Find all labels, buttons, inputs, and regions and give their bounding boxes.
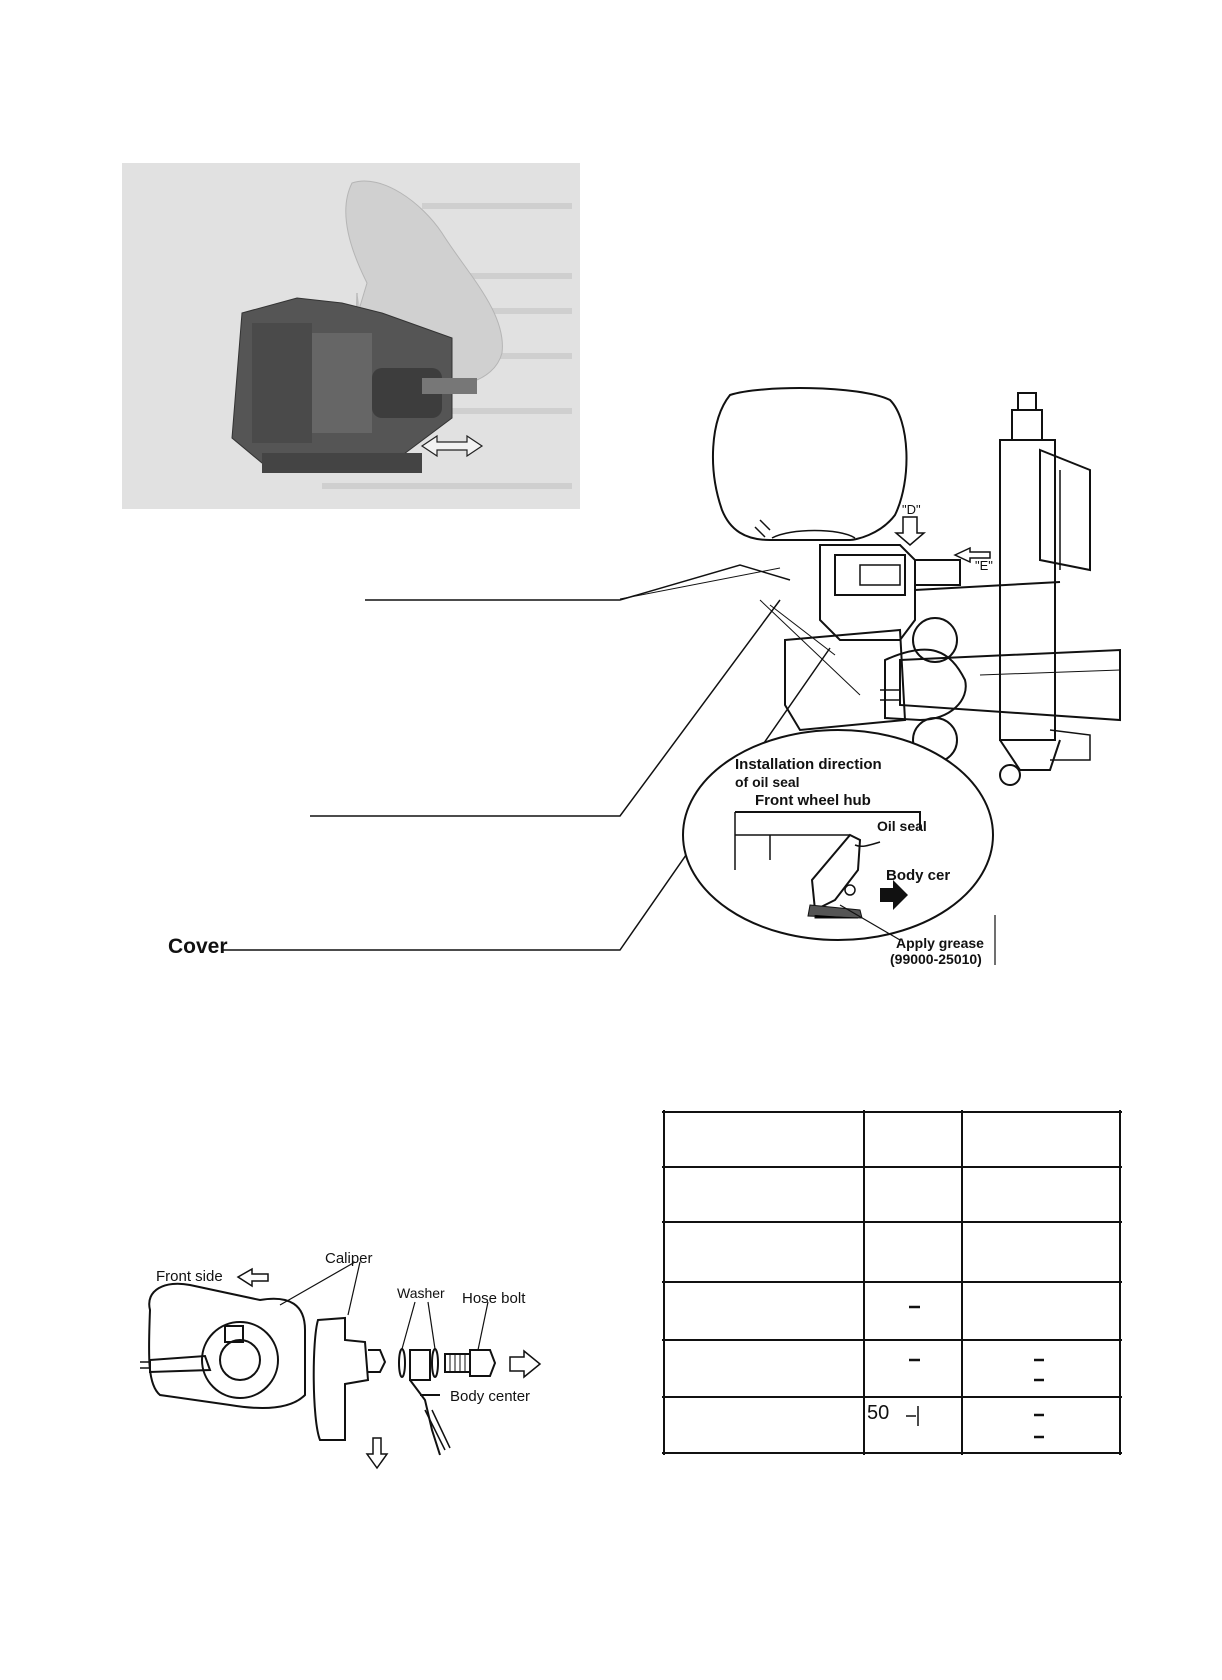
installation-direction-subtitle: of oil seal [735, 774, 800, 790]
body-center-detail-label: Body cer [886, 867, 951, 884]
apply-grease-label: Apply grease [896, 935, 984, 951]
view-d-label: "D" [902, 502, 921, 517]
view-e-label: "E" [975, 558, 993, 573]
installation-direction-title: Installation direction [735, 756, 882, 773]
body-center-label: Body center [450, 1388, 531, 1405]
front-wheel-hub-label: Front wheel hub [755, 792, 871, 809]
table-cell-value: 50 [867, 1402, 890, 1424]
spec-table [662, 1110, 1122, 1455]
hose-bolt-label: Hose bolt [462, 1290, 526, 1307]
caliper-label: Caliper [325, 1250, 373, 1267]
grease-part-number: (99000-25010) [890, 951, 982, 967]
washer-label: Washer [397, 1285, 445, 1301]
cover-label: Cover [168, 935, 228, 958]
spec-table-grid [662, 1110, 1122, 1455]
oil-seal-label: Oil seal [877, 818, 927, 834]
front-side-label: Front side [156, 1268, 223, 1285]
